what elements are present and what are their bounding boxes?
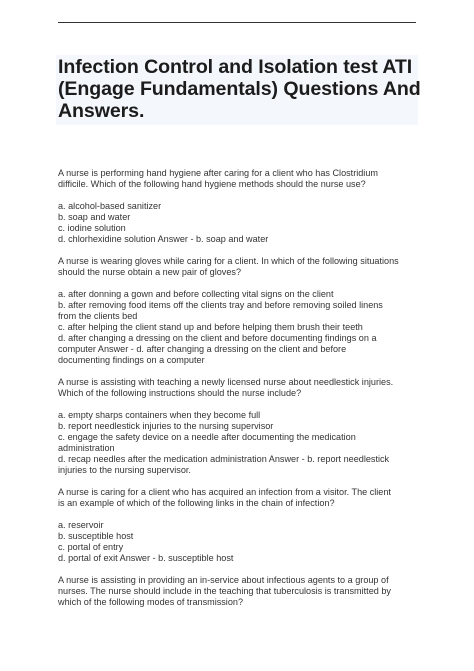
option-line: d. recap needles after the medication administration Answer - b. report needlestick bbox=[58, 454, 390, 464]
option-line: injuries to the nursing supervisor. bbox=[58, 465, 191, 475]
title-line: Infection Control and Isolation test ATI bbox=[58, 56, 413, 78]
answer-options bbox=[58, 410, 423, 476]
top-divider bbox=[58, 22, 416, 23]
text-line: A nurse is wearing gloves while caring for a client. In which of the following situations bbox=[58, 256, 399, 266]
option-line: a. alcohol-based sanitizer bbox=[58, 201, 162, 211]
option-line: b. after removing food items off the clients tray and before removing soiled linens bbox=[58, 300, 383, 310]
question-stem bbox=[58, 168, 423, 190]
question-stem bbox=[58, 377, 423, 399]
document-title bbox=[58, 56, 421, 122]
answer-options bbox=[58, 520, 423, 564]
text-line: A nurse is assisting with teaching a newly licensed nurse about needlestick injuries. bbox=[58, 377, 394, 387]
option-line: c. after helping the client stand up and before helping them brush their teeth bbox=[58, 322, 363, 332]
title-line: (Engage Fundamentals) Questions And bbox=[58, 78, 421, 100]
title-line: Answers. bbox=[58, 100, 145, 122]
option-line: d. chlorhexidine solution Answer - b. soap and water bbox=[58, 234, 269, 244]
option-line: administration bbox=[58, 443, 115, 453]
text-line: which of the following modes of transmission? bbox=[58, 597, 243, 607]
option-line: c. iodine solution bbox=[58, 223, 126, 233]
answer-options bbox=[58, 201, 423, 245]
text-line: A nurse is assisting in providing an in-service about infectious agents to a group of bbox=[58, 575, 389, 585]
option-line: b. report needlestick injuries to the nursing supervisor bbox=[58, 421, 274, 431]
option-line: d. after changing a dressing on the client and before documenting findings on a bbox=[58, 333, 377, 343]
text-line: Which of the following instructions should the nurse include? bbox=[58, 388, 302, 398]
option-line: c. engage the safety device on a needle after documenting the medication bbox=[58, 432, 356, 442]
text-line: A nurse is performing hand hygiene after caring for a client who has Clostridium bbox=[58, 168, 378, 178]
question-stem bbox=[58, 256, 423, 278]
option-line: a. after donning a gown and before collecting vital signs on the client bbox=[58, 289, 334, 299]
option-line: b. soap and water bbox=[58, 212, 131, 222]
option-line: c. portal of entry bbox=[58, 542, 124, 552]
text-line: difficile. Which of the following hand hygiene methods should the nurse use? bbox=[58, 179, 366, 189]
question-stem bbox=[58, 487, 423, 509]
text-line: is an example of which of the following links in the chain of infection? bbox=[58, 498, 335, 508]
option-line: a. reservoir bbox=[58, 520, 104, 530]
option-line: from the clients bed bbox=[58, 311, 138, 321]
option-line: d. portal of exit Answer - b. susceptible host bbox=[58, 553, 234, 563]
option-line: a. empty sharps containers when they become full bbox=[58, 410, 261, 420]
option-line: documenting findings on a computer bbox=[58, 355, 205, 365]
answer-options bbox=[58, 289, 423, 366]
option-line: b. susceptible host bbox=[58, 531, 134, 541]
question-list bbox=[58, 168, 423, 619]
text-line: A nurse is caring for a client who has acquired an infection from a visitor. The client bbox=[58, 487, 391, 497]
text-line: nurses. The nurse should include in the teaching that tuberculosis is transmitted by bbox=[58, 586, 391, 596]
text-line: should the nurse obtain a new pair of gloves? bbox=[58, 267, 242, 277]
option-line: computer Answer - d. after changing a dressing on the client and before bbox=[58, 344, 347, 354]
question-stem bbox=[58, 575, 423, 608]
